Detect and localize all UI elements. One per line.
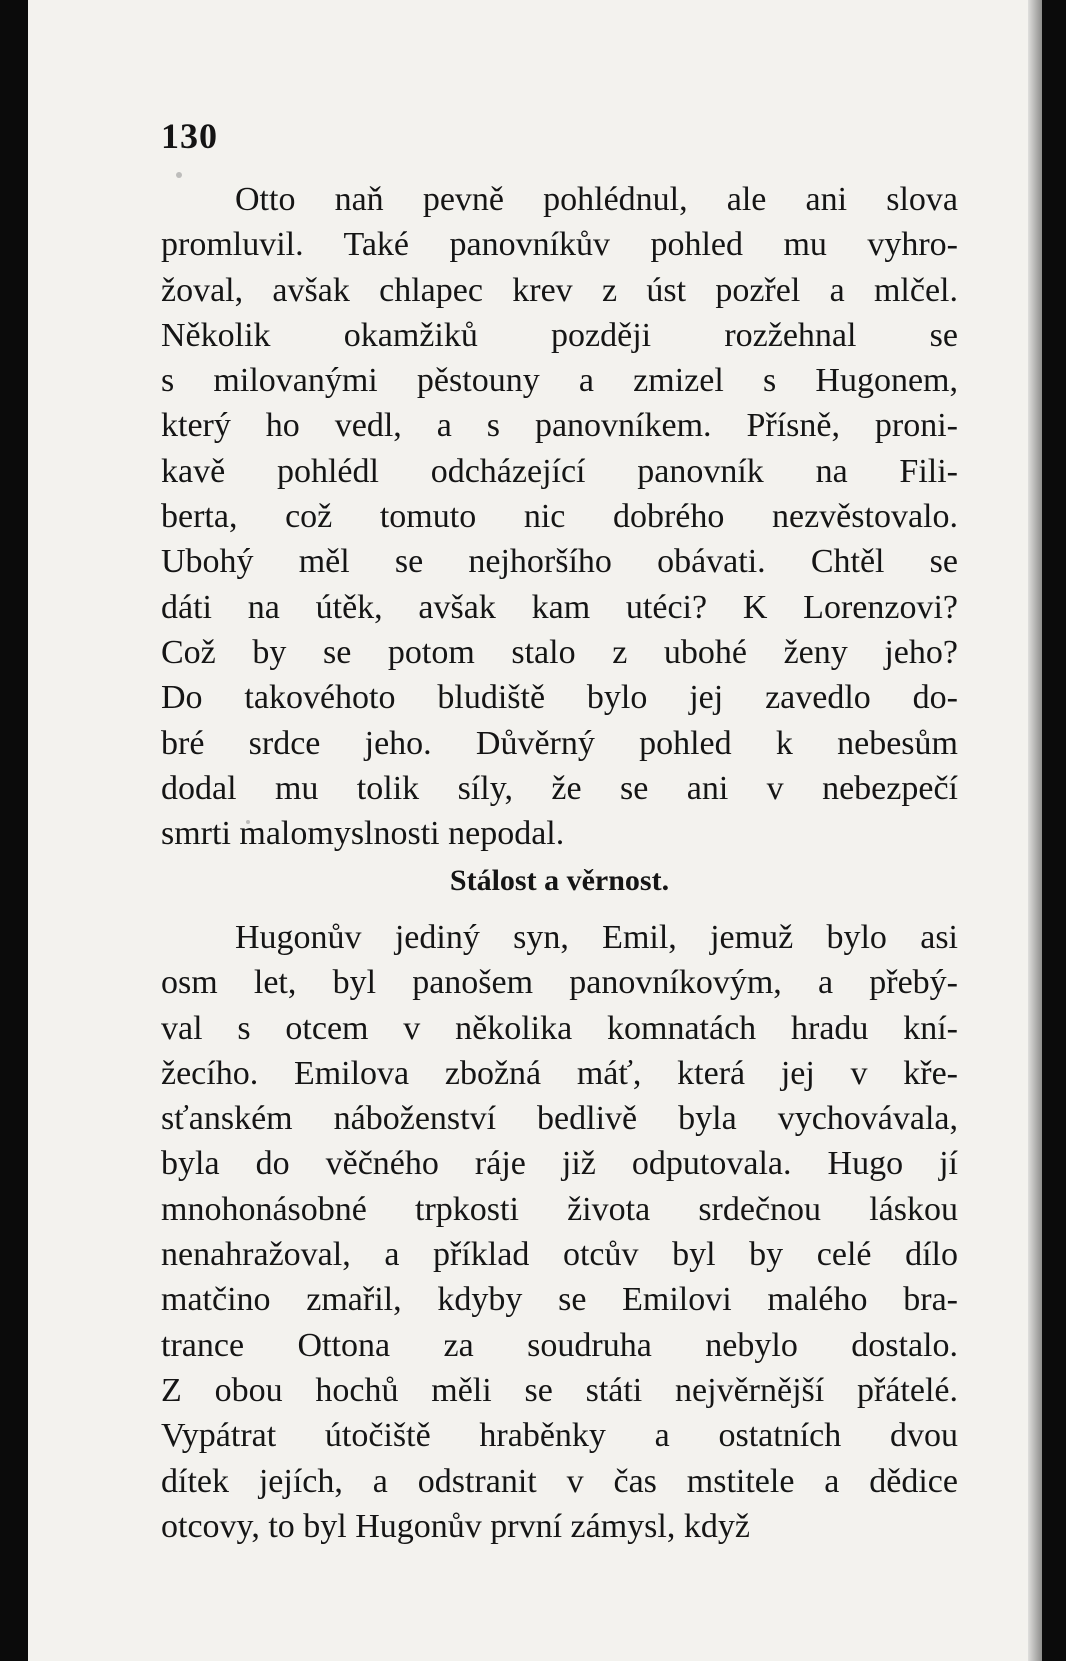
text-line: Otto naň pevně pohlédnul, ale ani slova bbox=[235, 181, 958, 218]
text-line: Hugonův jediný syn, Emil, jemuž bylo asi bbox=[235, 919, 958, 956]
paragraph-1 bbox=[161, 177, 958, 856]
text-line: žecího. Emilova zbožná máť, která jej v kře- bbox=[161, 1054, 958, 1092]
text-line: berta, což tomuto nic dobrého nezvěstovalo. bbox=[161, 498, 958, 536]
text-line: Což by se potom stalo z ubohé ženy jeho? bbox=[161, 633, 958, 671]
text-line: otcovy, to byl Hugonův první zámysl, když bbox=[161, 1507, 750, 1545]
text-line: osm let, byl panošem panovníkovým, a přebý- bbox=[161, 964, 958, 1002]
text-line: sťanském náboženství bedlivě byla vychovávala, bbox=[161, 1100, 958, 1138]
text-line: Několik okamžiků později rozžehnal se bbox=[161, 316, 958, 354]
text-line: dáti na útěk, avšak kam utéci? K Lorenzovi? bbox=[161, 588, 958, 626]
text-line: mnohonásobné trpkosti života srdečnou láskou bbox=[161, 1190, 958, 1228]
text-line: trance Ottona za soudruha nebylo dostalo. bbox=[161, 1326, 958, 1364]
text-line: s milovanými pěstouny a zmizel s Hugonem, bbox=[161, 362, 958, 400]
text-line: kavě pohlédl odcházející panovník na Fili- bbox=[161, 452, 958, 490]
section-heading: Stálost a věrnost. bbox=[449, 864, 670, 897]
text-line: žoval, avšak chlapec krev z úst pozřel a mlčel. bbox=[161, 271, 958, 309]
paragraph-2 bbox=[161, 915, 958, 1549]
text-line: Z obou hochů měli se státi nejvěrnější přátelé. bbox=[161, 1371, 958, 1409]
text-line: dodal mu tolik síly, že se ani v nebezpečí bbox=[161, 769, 958, 807]
text-line: bré srdce jeho. Důvěrný pohled k nebesům bbox=[161, 724, 958, 762]
text-line: dítek jejích, a odstranit v čas mstitele a dědice bbox=[161, 1462, 958, 1500]
text-line: který ho vedl, a s panovníkem. Přísně, proni- bbox=[161, 407, 958, 445]
text-line: Do takovéhoto bludiště bylo jej zavedlo do- bbox=[161, 679, 958, 717]
text-line: Ubohý měl se nejhoršího obávati. Chtěl se bbox=[161, 543, 958, 581]
page-number: 130 bbox=[161, 116, 218, 156]
text-line: byla do věčného ráje již odputovala. Hugo jí bbox=[161, 1145, 958, 1183]
text-line: Vypátrat útočiště hraběnky a ostatních dvou bbox=[161, 1417, 958, 1455]
text-line: matčino zmařil, kdyby se Emilovi malého bra- bbox=[161, 1281, 958, 1319]
page-edge-shadow bbox=[1028, 0, 1042, 1661]
text-line: smrti malomyslnosti nepodal. bbox=[161, 815, 565, 853]
text-line: promluvil. Také panovníkův pohled mu vyhro- bbox=[161, 226, 958, 264]
text-line: val s otcem v několika komnatách hradu kní- bbox=[161, 1009, 958, 1047]
text-line: nenahražoval, a příklad otcův byl by celé dílo bbox=[161, 1236, 958, 1274]
book-page bbox=[28, 0, 1042, 1661]
